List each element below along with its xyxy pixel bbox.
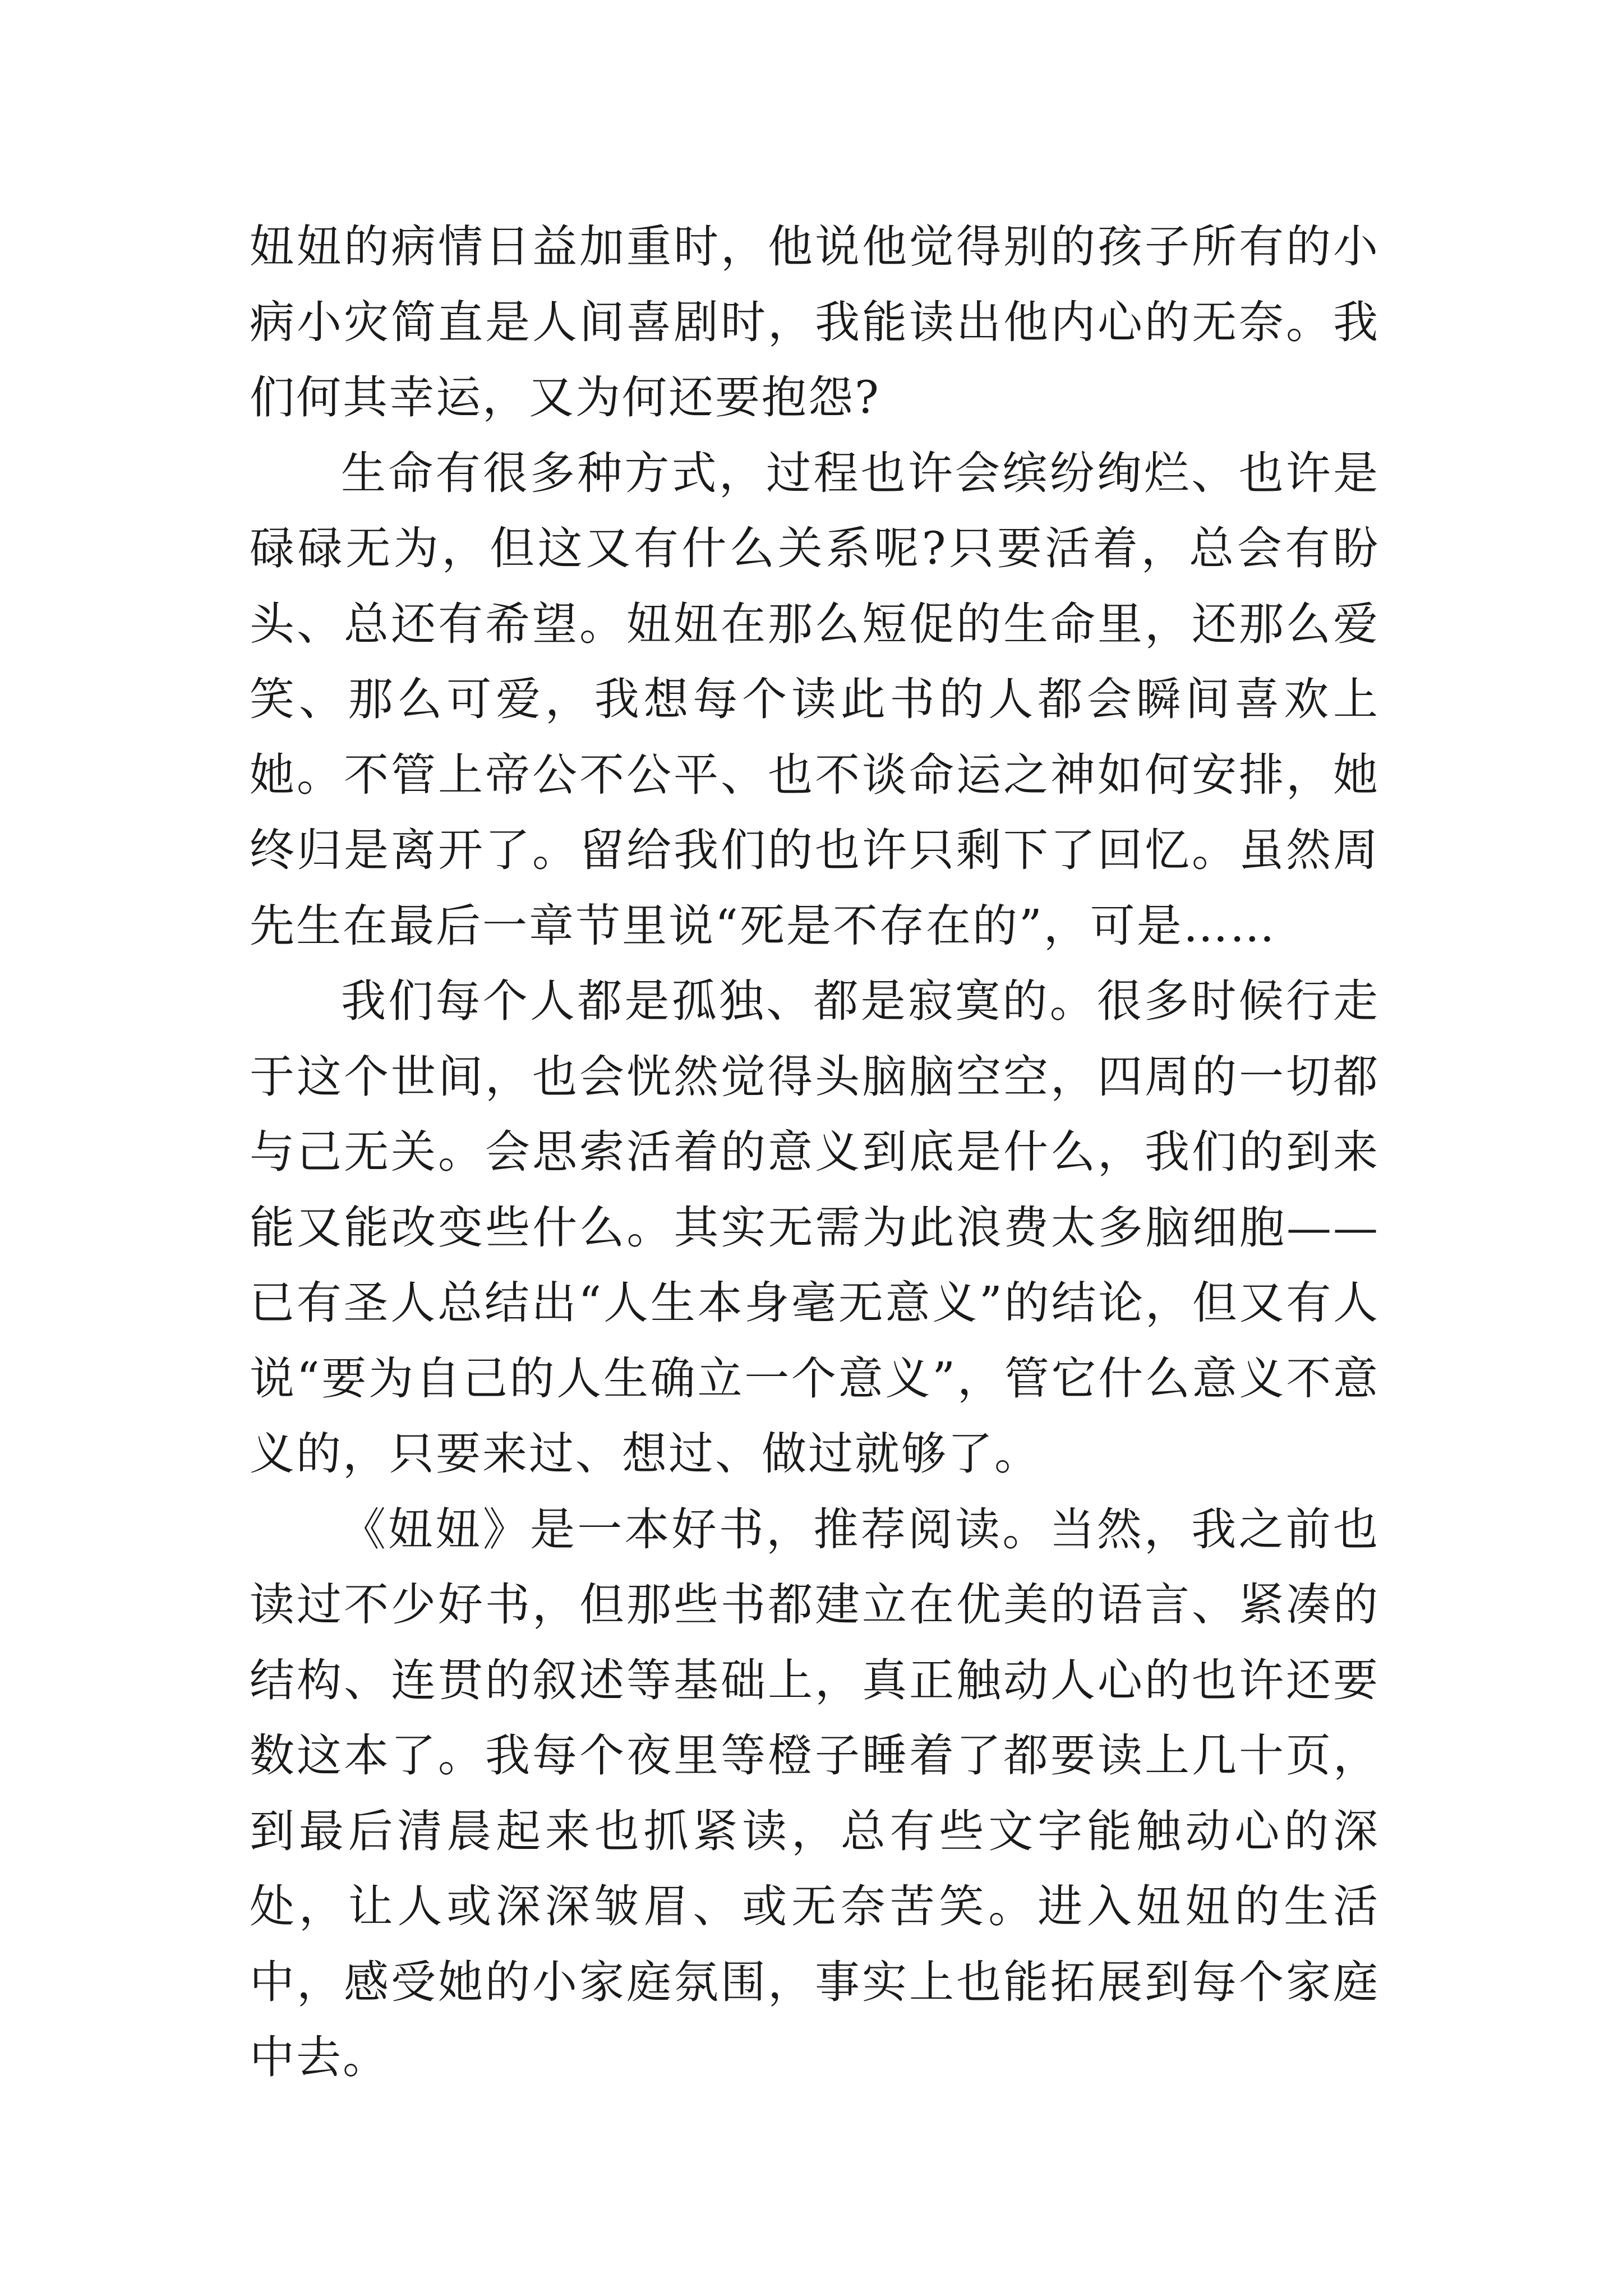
paragraph-2: 生命有很多种方式，过程也许会缤纷绚烂、也许是碌碌无为，但这又有什么关系呢?只要活着，总会有盼头、总还有希望。妞妞在那么短促的生命里，还那么爱笑、那么可爱，我想每个读此书的人都会瞬间喜欢上她。不管上帝公不公平、也不谈命运之神如何安排，她终归是离开了。留给我们的也许只剩下了回忆。虽然周先生在最后一章节里说“死是不存在的”，可是…… xyxy=(250,447,1380,952)
paragraph-1: 妞妞的病情日益加重时，他说他觉得别的孩子所有的小病小灾简直是人间喜剧时，我能读出他内心的无奈。我们何其幸运，又为何还要抱怨? xyxy=(250,220,1380,424)
document-body xyxy=(250,209,1380,2096)
paragraph-4: 《妞妞》是一本好书，推荐阅读。当然，我之前也读过不少好书，但那些书都建立在优美的语言、紧凑的结构、连贯的叙述等基础上，真正触动人心的也许还要数这本了。我每个夜里等橙子睡着了都要读上几十页，到最后清晨起来也抓紧读，总有些文字能触动心的深处，让人或深深皱眉、或无奈苦笑。进入妞妞的生活中，感受她的小家庭氛围，事实上也能拓展到每个家庭中去。 xyxy=(250,1503,1380,2083)
paragraph-3: 我们每个人都是孤独、都是寂寞的。很多时候行走于这个世间，也会恍然觉得头脑脑空空，四周的一切都与己无关。会思索活着的意义到底是什么，我们的到来能又能改变些什么。其实无需为此浪费太多脑细胞——已有圣人总结出“人生本身毫无意义”的结论，但又有人说“要为自己的人生确立一个意义”，管它什么意义不意义的，只要来过、想过、做过就够了。 xyxy=(250,975,1380,1480)
